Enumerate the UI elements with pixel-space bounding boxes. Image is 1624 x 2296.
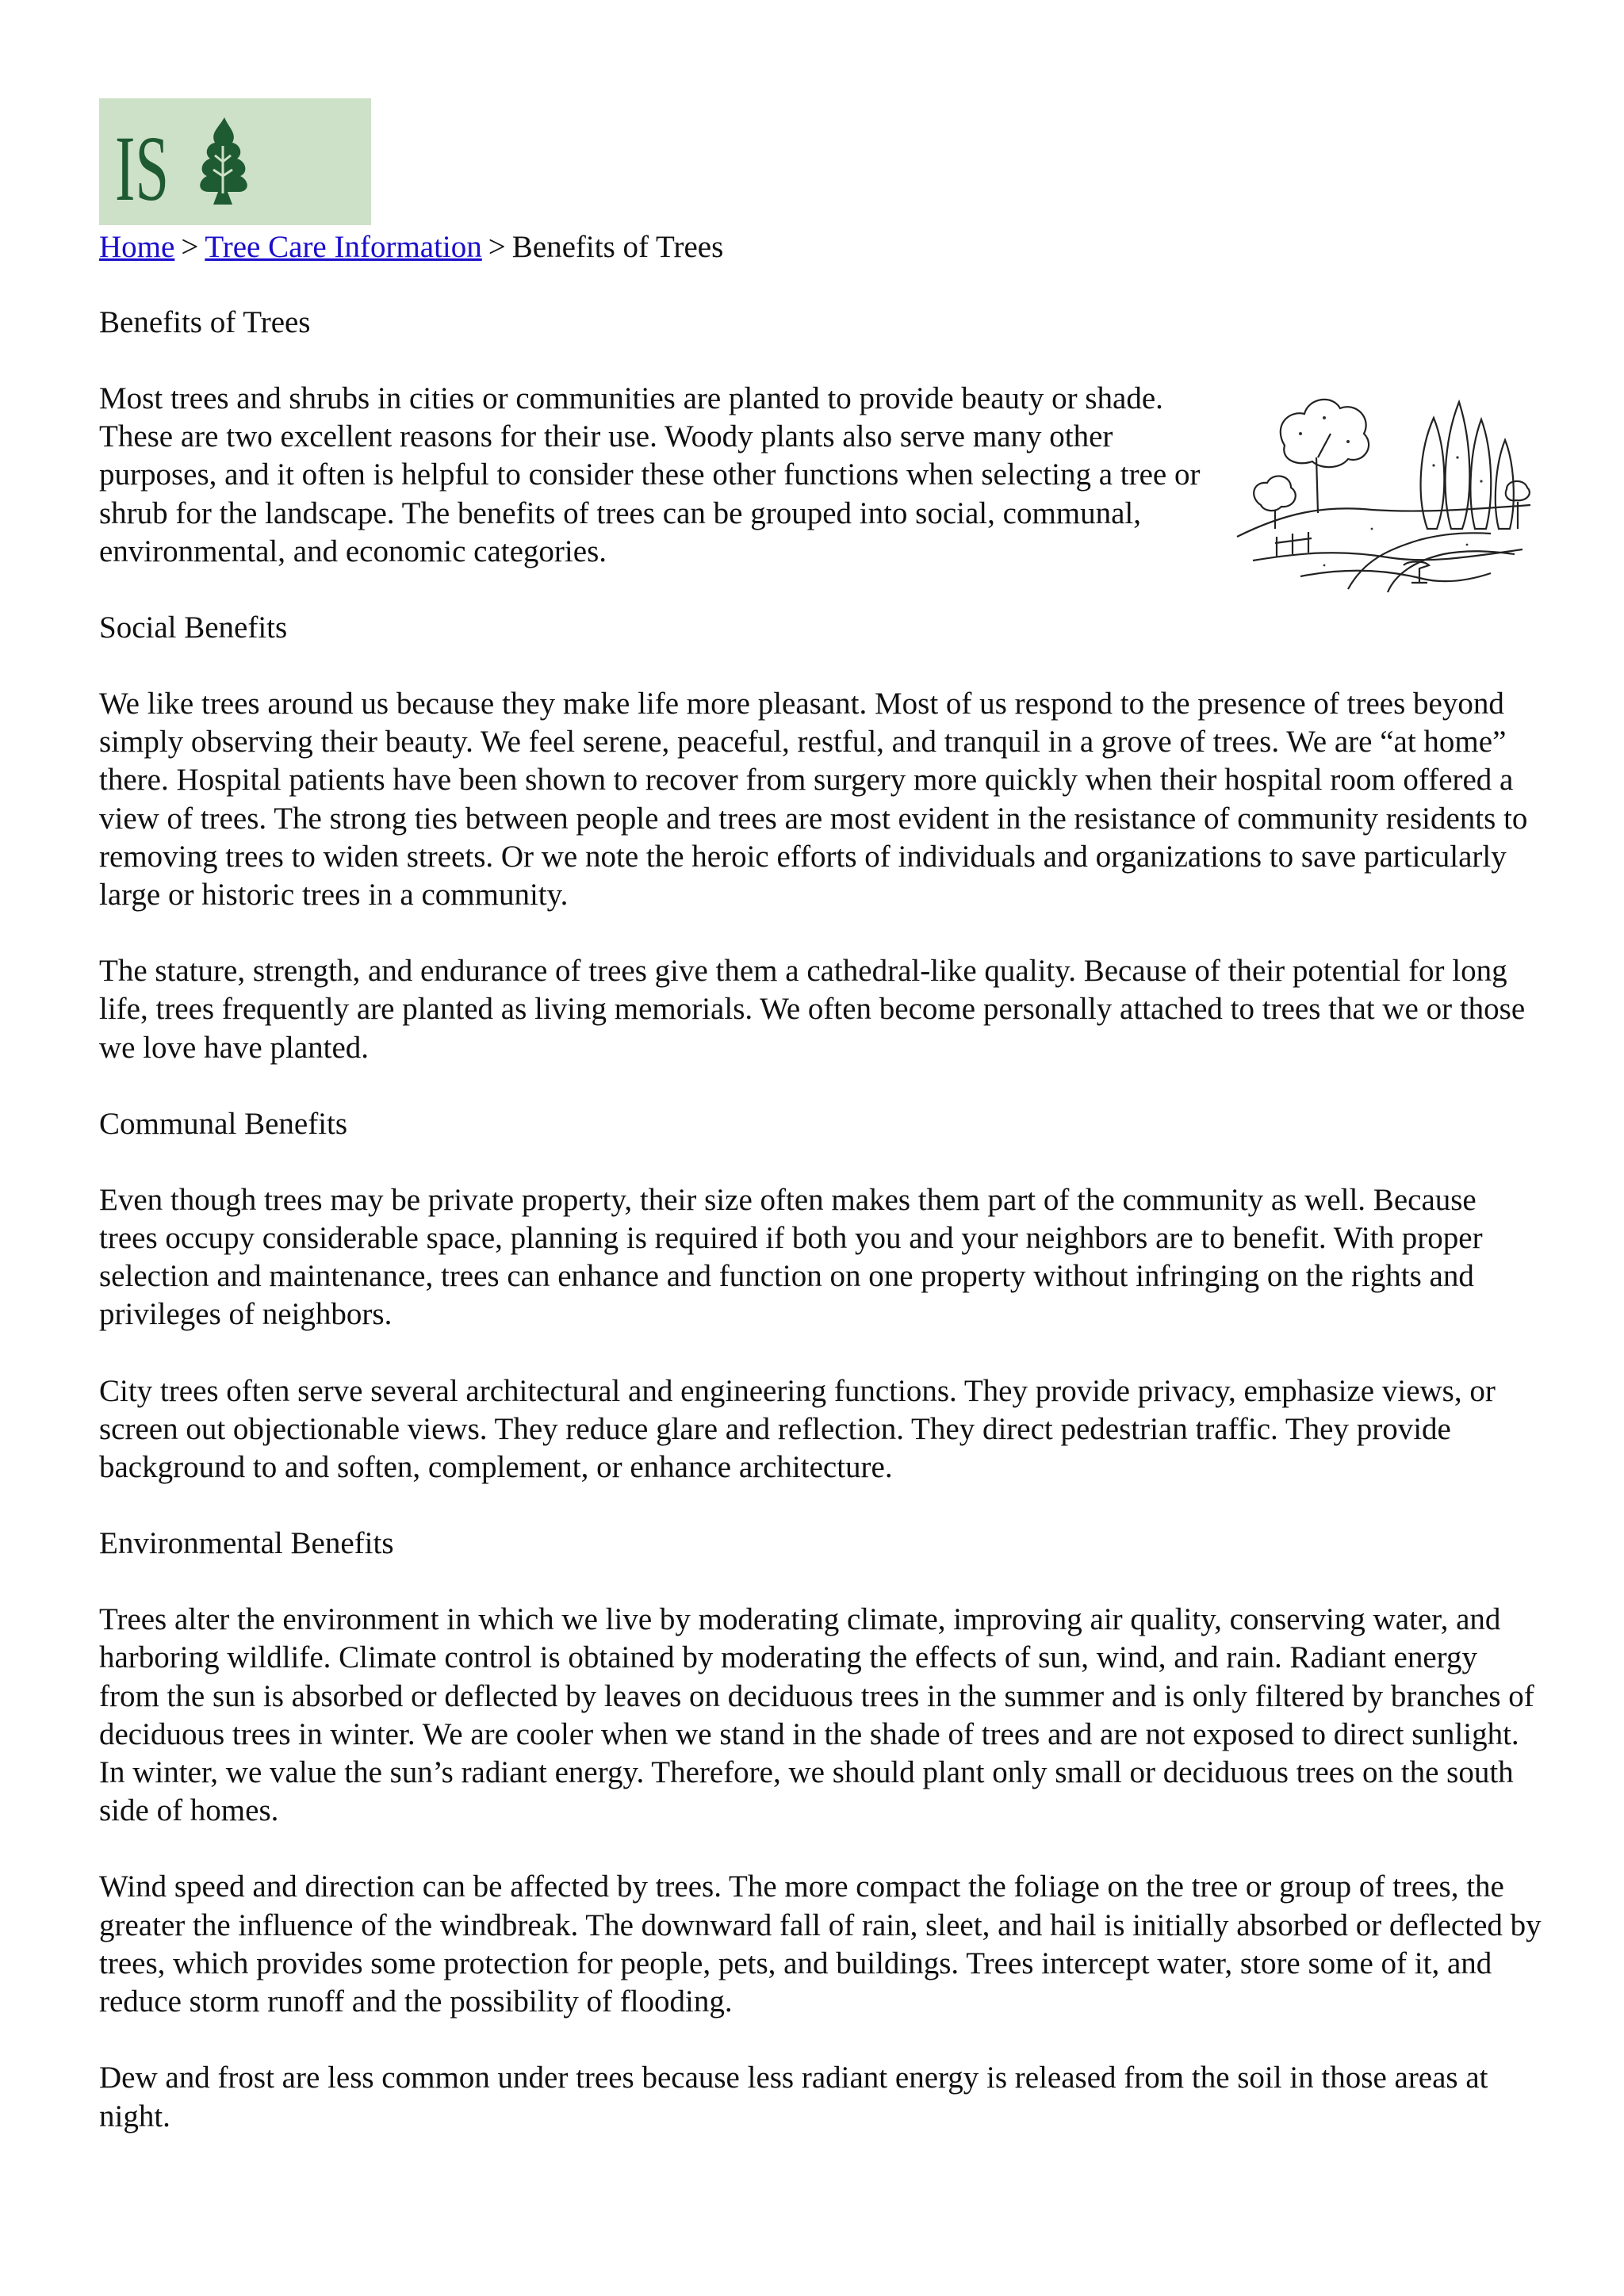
social-benefits-heading: Social Benefits — [99, 610, 288, 645]
social-paragraph-2: The stature, strength, and endurance of trees give them a cathedral-like quality. Because of their potential for long life, trees frequently are planted as living memorials. We often become personally attached to trees that we or those we love have planted. — [99, 954, 1526, 1065]
communal-benefits-heading: Communal Benefits — [99, 1106, 348, 1141]
isa-logo[interactable] — [99, 98, 371, 225]
breadcrumb-tree-care-link[interactable]: Tree Care Information — [205, 230, 482, 264]
environmental-paragraph-3: Dew and frost are less common under trees because less radiant energy is released from the soil in those areas at night. — [99, 2061, 1488, 2133]
social-paragraph-1: We like trees around us because they make life more pleasant. Most of us respond to the presence of trees beyond simply observing their beauty. We feel serene, peaceful, restful, and tranquil in a grove of trees. We are “at home” there. Hospital patients have been shown to recover from surgery more quickly when their hospital room offered a view of trees. The strong ties between people and trees are most evident in the resistance of community residents to removing trees to widen streets. Or we note the heroic efforts of individuals and organizations to save particularly large or historic trees in a community. — [99, 687, 1528, 913]
landscape-trees-illustration — [1229, 370, 1537, 600]
page-title: Benefits of Trees — [99, 305, 311, 339]
communal-paragraph-2: City trees often serve several architectural and engineering functions. They provide privacy, emphasize views, or screen out objectionable views. They reduce glare and reflection. They direct pedestrian traffic. They provide background to and soften, complement, or enhance architecture. — [99, 1373, 1496, 1485]
breadcrumb — [99, 228, 1542, 266]
environmental-paragraph-2: Wind speed and direction can be affected by trees. The more compact the foliage on the tree or group of trees, the greater the influence of the windbreak. The downward fall of rain, sleet, and hail is initially absorbed or deflected by trees, which provides some protection for people, pets, and buildings. Trees intercept water, store some of it, and reduce storm runoff and the possibility of flooding. — [99, 1869, 1542, 2019]
breadcrumb-home-link[interactable]: Home — [99, 230, 175, 264]
oak-leaf-icon — [99, 98, 371, 225]
breadcrumb-current: Benefits of Trees — [511, 230, 724, 264]
intro-paragraph: Most trees and shrubs in cities or communities are planted to provide beauty or shade. These are two excellent reasons for their use. Woody plants also serve many other purposes, and it often is helpful to consider these other functions when selecting a tree or shrub for the landscape. The benefits of trees can be grouped into social, communal, environmental, and economic categories. — [99, 381, 1201, 568]
breadcrumb-separator: > — [488, 230, 506, 264]
breadcrumb-separator: > — [181, 230, 199, 264]
communal-paragraph-1: Even though trees may be private property, their size often makes them part of the community as well. Because trees occupy considerable space, planning is required if both you and your neighbors are to benefit. With proper selection and maintenance, trees can enhance and function on one property without infringing on the rights and privileges of neighbors. — [99, 1182, 1483, 1332]
environmental-paragraph-1: Trees alter the environment in which we live by moderating climate, improving air quality, conserving water, and harboring wildlife. Climate control is obtained by moderating the effects of sun, wind, and rain. Radiant energy from the sun is absorbed or deflected by leaves on deciduous trees in the summer and is only filtered by branches of deciduous trees in winter. We are cooler when we stand in the shade of trees and are not exposed to direct sunlight. In winter, we value the sun’s radiant energy. Therefore, we should plant only small or deciduous trees on the south side of homes. — [99, 1602, 1534, 1828]
page-content — [99, 98, 1542, 2136]
intro-block — [99, 380, 1542, 571]
environmental-benefits-heading: Environmental Benefits — [99, 1526, 394, 1561]
svg-text:IS: IS — [115, 117, 169, 220]
